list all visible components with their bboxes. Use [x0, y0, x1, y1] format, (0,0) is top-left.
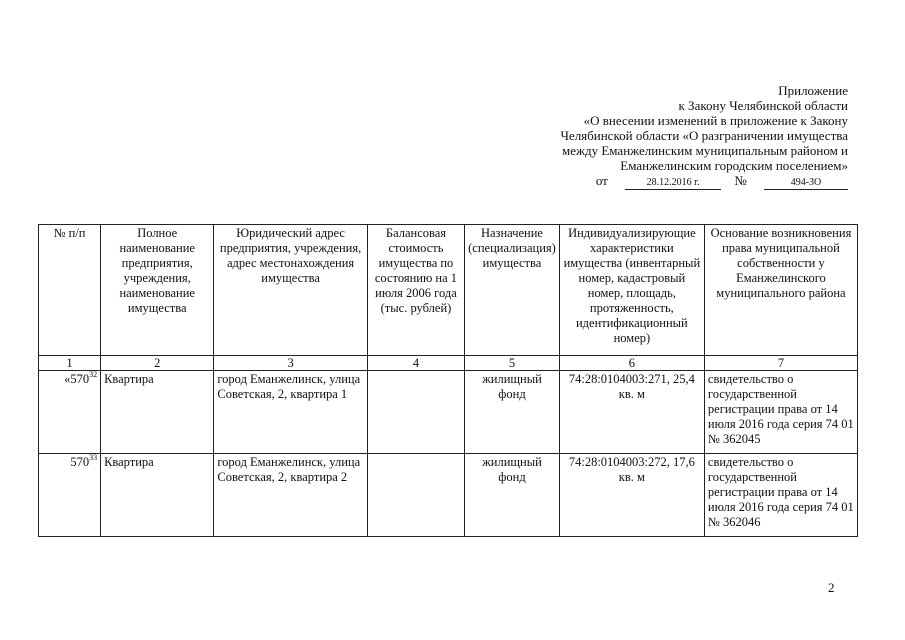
document-header	[560, 83, 848, 190]
property-name: Квартира	[101, 454, 214, 537]
row-number: «570	[64, 372, 90, 386]
header-title: Приложение	[778, 83, 848, 98]
row-number-cell	[39, 371, 101, 454]
property-basis: свидетельство о государственной регистрации права от 14 июля 2016 года серия 74 01 № 362045	[704, 371, 857, 454]
property-basis: свидетельство о государственной регистрации права от 14 июля 2016 года серия 74 01 № 362046	[704, 454, 857, 537]
header-line-region: Челябинской области «О разграничении имущества	[560, 128, 848, 143]
table-row	[39, 454, 858, 537]
header-cell-address: Юридический адрес предприятия, учреждения, адрес местонахождения имущества	[214, 225, 367, 356]
column-number: 6	[559, 356, 704, 371]
date-value: 28.12.2016 г.	[625, 177, 721, 190]
table-header-row	[39, 225, 858, 356]
column-number: 1	[39, 356, 101, 371]
header-cell-number: № п/п	[39, 225, 101, 356]
property-address: город Еманжелинск, улица Советская, 2, квартира 1	[214, 371, 367, 454]
property-characteristics: 74:28:0104003:272, 17,6 кв. м	[559, 454, 704, 537]
property-table	[38, 224, 858, 537]
header-cell-name: Полное наименование предприятия, учреждения, наименование имущества	[101, 225, 214, 356]
header-cell-purpose: Назначение (специализация) имущества	[465, 225, 560, 356]
row-number-superscript: 33	[89, 453, 98, 462]
column-number: 4	[367, 356, 464, 371]
property-balance	[367, 371, 464, 454]
property-purpose: жилищный фонд	[465, 371, 560, 454]
property-address: город Еманжелинск, улица Советская, 2, квартира 2	[214, 454, 367, 537]
property-name: Квартира	[101, 371, 214, 454]
property-balance	[367, 454, 464, 537]
row-number-superscript: 32	[89, 370, 98, 379]
row-number-cell	[39, 454, 101, 537]
property-characteristics: 74:28:0104003:271, 25,4 кв. м	[559, 371, 704, 454]
row-number: 570	[70, 455, 90, 469]
header-line-amend: «О внесении изменений в приложение к Закону	[583, 113, 848, 128]
header-cell-basis: Основание возникновения права муниципальной собственности у Еманжелинского муниципального района	[704, 225, 857, 356]
header-line-settlement: Еманжелинским городским поселением»	[620, 158, 848, 173]
page-number: 2	[828, 580, 835, 595]
header-line-between: между Еманжелинским муниципальным районом и	[562, 143, 848, 158]
number-value: 494-ЗО	[764, 177, 848, 190]
column-number: 5	[465, 356, 560, 371]
from-label: от	[595, 173, 608, 188]
column-number-row	[39, 356, 858, 371]
header-cell-characteristics: Индивидуализирующие характеристики имущества (инвентарный номер, кадастровый номер, площадь, протяженность, идентификационный номер)	[559, 225, 704, 356]
header-line-law: к Закону Челябинской области	[678, 98, 848, 113]
column-number: 3	[214, 356, 367, 371]
column-number: 7	[704, 356, 857, 371]
table-row	[39, 371, 858, 454]
header-date-number-line	[560, 173, 848, 190]
number-label: №	[734, 173, 747, 188]
header-cell-balance: Балансовая стоимость имущества по состоянию на 1 июля 2006 года (тыс. рублей)	[367, 225, 464, 356]
column-number: 2	[101, 356, 214, 371]
property-purpose: жилищный фонд	[465, 454, 560, 537]
